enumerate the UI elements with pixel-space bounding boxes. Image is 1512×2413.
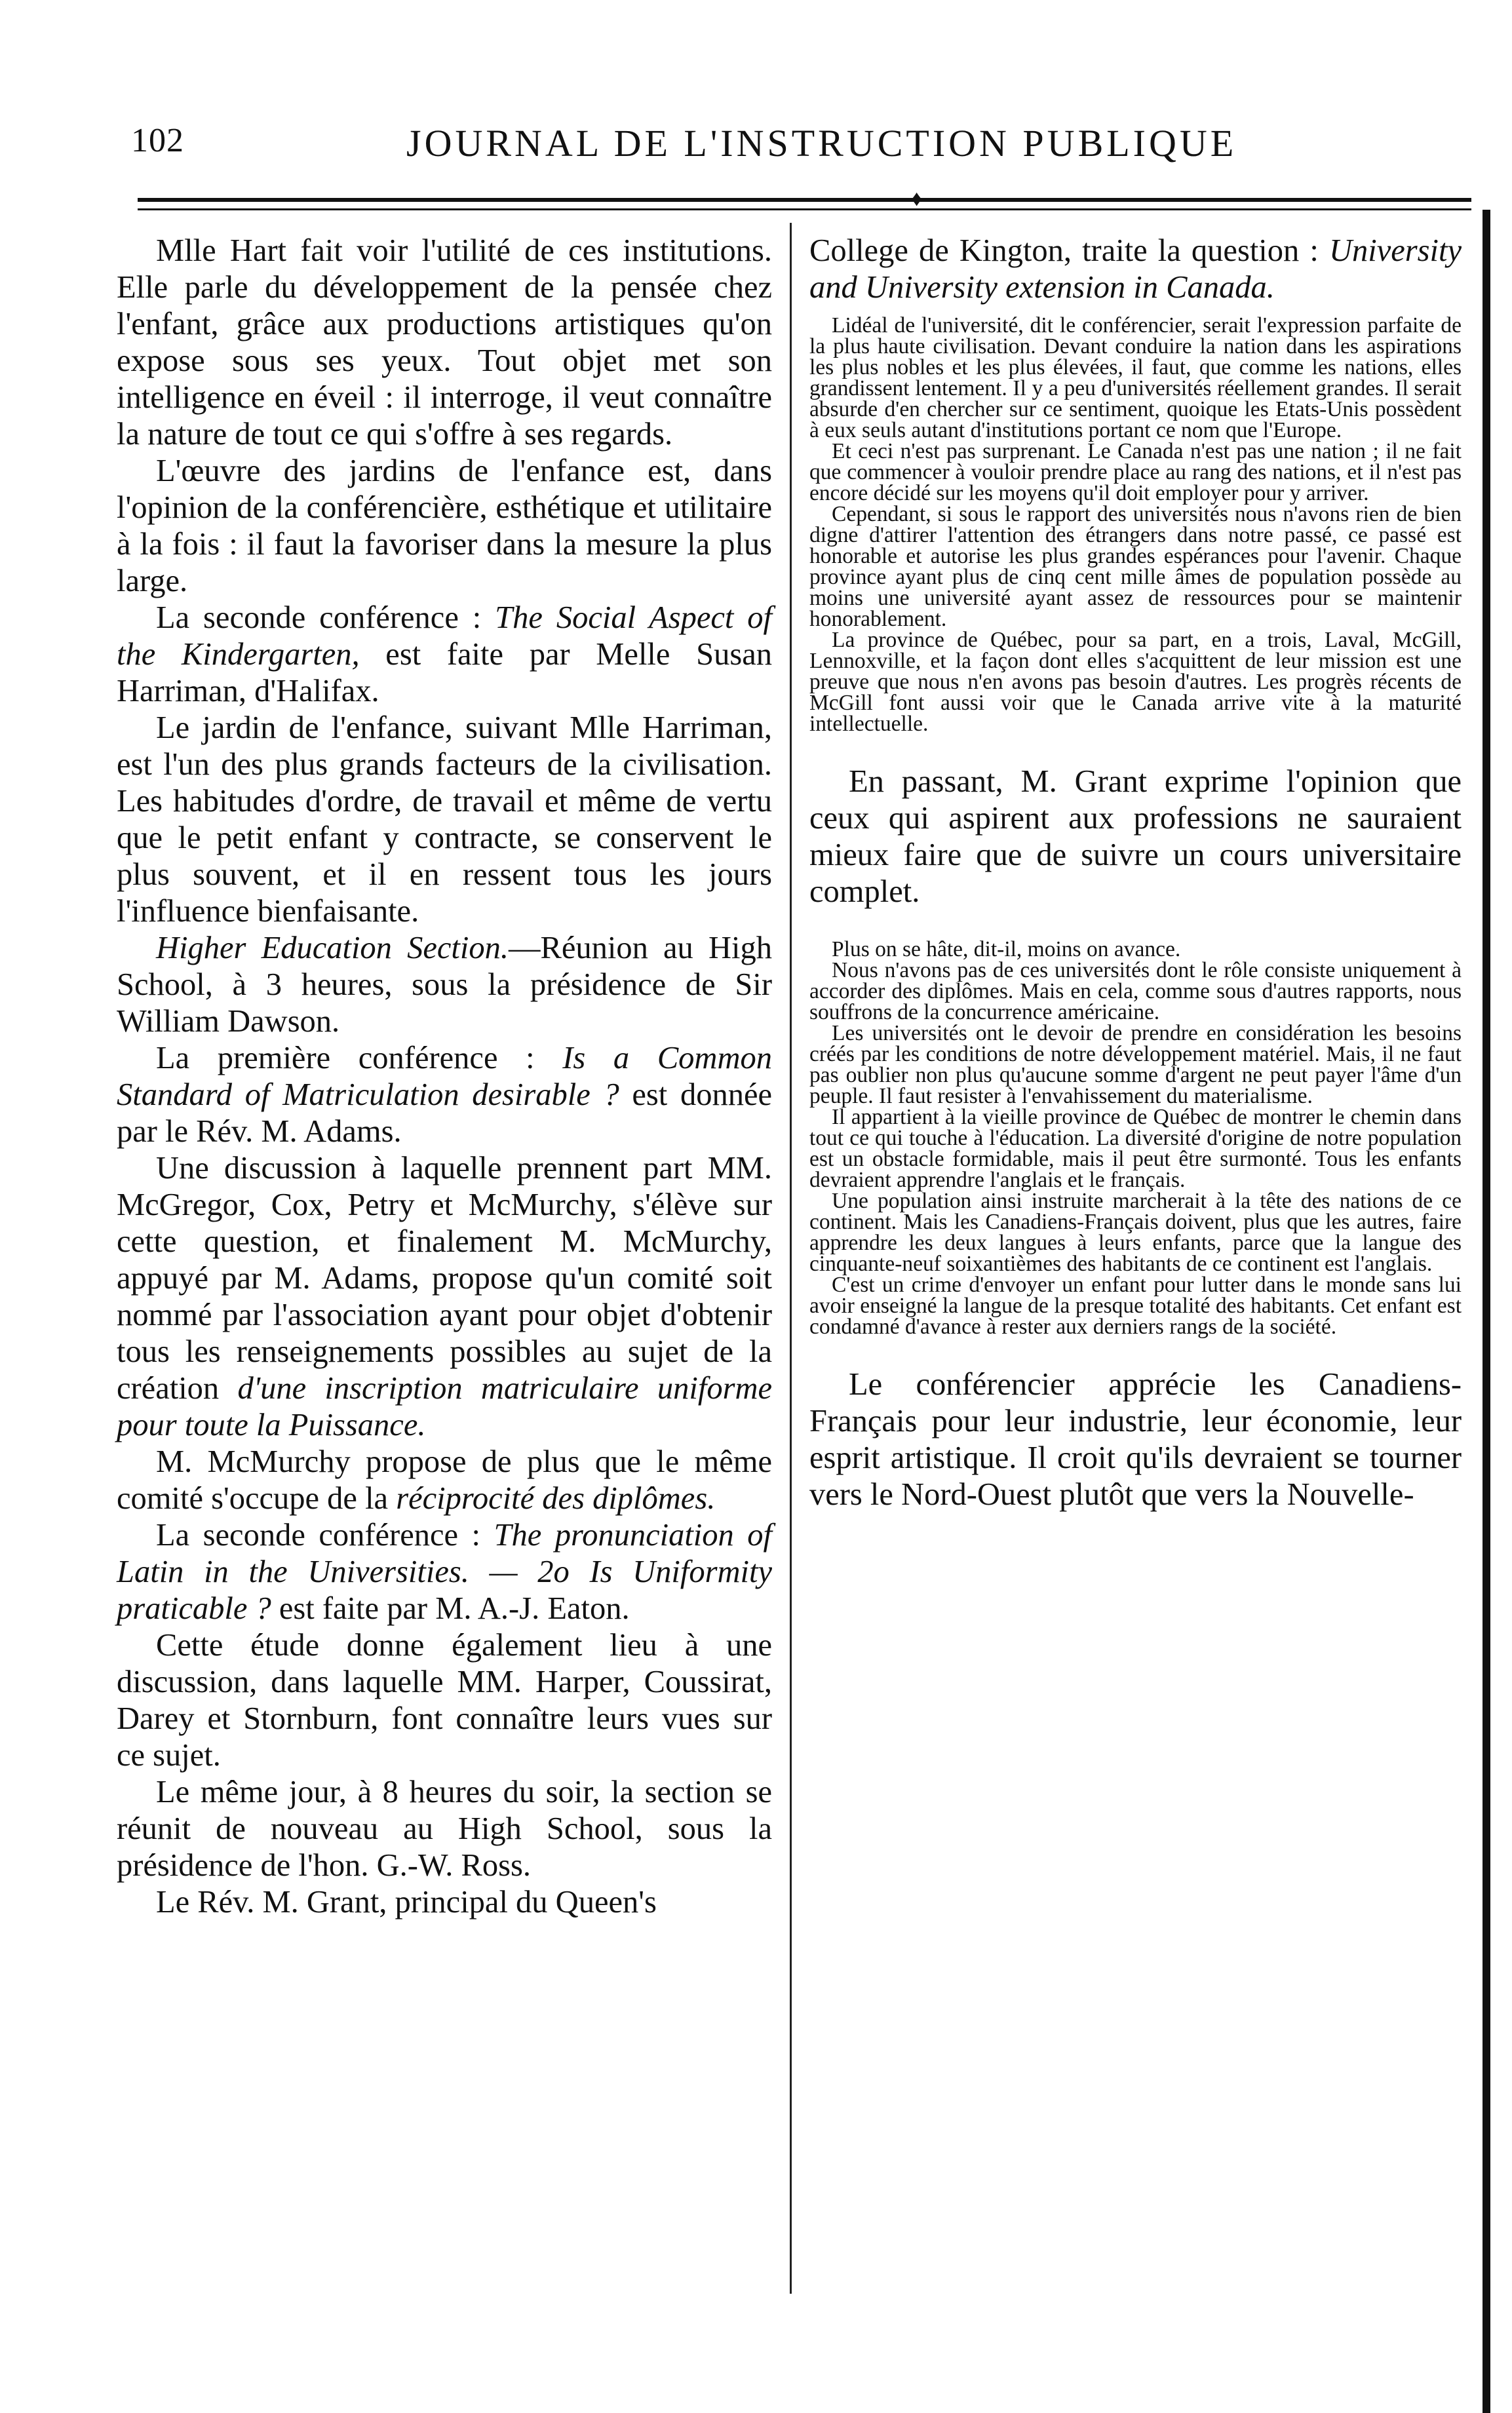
quoted-speech-block	[809, 939, 1462, 1338]
paragraph: La première conférence : Is a Common Standard of Matriculation desirable ? est donnée par le Rév. M. Adams.	[117, 1041, 773, 1149]
quote-paragraph: C'est un crime d'envoyer un enfant pour lutter dans le monde sans lui avoir enseigné la langue de la presque totalité des habitants. Cet enfant est condamné d'avance à rester aux derniers rangs de la société.	[809, 1273, 1462, 1339]
paragraph: Le conférencier apprécie les Canadiens-Français pour leur industrie, leur économie, leur esprit artistique. Il croit qu'ils devraient se tourner vers le Nord-Ouest plutôt que vers la Nouvelle-	[809, 1367, 1462, 1512]
column-divider	[790, 223, 792, 2294]
section-heading-paragraph: Higher Education Section.—Réunion au High School, à 3 heures, sous la présidence de Sir William Dawson.	[117, 931, 772, 1039]
quote-paragraph: Nous n'avons pas de ces universités dont le rôle consiste uniquement à accorder des diplômes. Mais en cela, comme sous d'autres rapports, nous souffrons de la concurrence américaine.	[809, 958, 1462, 1024]
paragraph: L'œuvre des jardins de l'enfance est, dans l'opinion de la conférencière, esthétique et utilitaire à la fois : il faut la favoriser dans la mesure la plus large.	[117, 454, 772, 598]
paragraph: Cette étude donne également lieu à une discussion, dans laquelle MM. Harper, Coussirat, Darey et Stornburn, font connaître leurs vues sur ce sujet.	[117, 1628, 772, 1773]
ornament-drop-icon: ♦	[911, 187, 923, 211]
paragraph: Mlle Hart fait voir l'utilité de ces institutions. Elle parle du développement de la pensée chez l'enfant, grâce aux productions artistiques qu'on expose sous ses yeux. Tout objet met son intelligence en éveil : il interroge, il veut connaître la nature de tout ce qui s'offre à ses regards.	[117, 233, 772, 452]
paragraph: College de Kington, traite la question : University and University extension in Canada.	[809, 233, 1462, 305]
paragraph: Le même jour, à 8 heures du soir, la section se réunit de nouveau au High School, sous la présidence de l'hon. G.-W. Ross.	[117, 1775, 772, 1883]
right-column	[809, 233, 1462, 1513]
page-edge-border	[1483, 210, 1490, 2413]
page-number: 102	[131, 122, 184, 159]
paragraph: En passant, M. Grant exprime l'opinion que ceux qui aspirent aux professions ne sauraient mieux faire que de suivre un cours universitaire complet.	[809, 764, 1462, 909]
quote-paragraph: Plus on se hâte, dit-il, moins on avance.	[832, 937, 1181, 961]
quote-paragraph: Et ceci n'est pas surprenant. Le Canada n'est pas une nation ; il ne fait que commencer à vouloir prendre place au rang des nations, et il n'est pas encore décidé sur les moyens qu'il doit employer pour y arriver.	[809, 439, 1462, 505]
paragraph: La seconde conférence : The Social Aspect of the Kindergarten, est faite par Melle Susan Harriman, d'Halifax.	[117, 600, 772, 708]
quote-paragraph: Cependant, si sous le rapport des universités nous n'avons rien de bien digne d'attirer l'attention des étrangers dans notre passé, ce passé est honorable et autorise les plus grandes espérances pour l'avenir. Chaque province ayant plus de cinq cent mille âmes de population possède au moins une université ayant assez de ressources pour se maintenir honorablement.	[809, 502, 1462, 631]
left-column	[117, 233, 772, 1921]
quote-paragraph: Une population ainsi instruite marcherait à la tête des nations de ce continent. Mais les Canadiens-Français doivent, plus que les autres, faire apprendre les deux langues à leurs enfants, parce que la langue des cinquante-neuf soixantièmes des habitants de ce continent est l'anglais.	[809, 1189, 1462, 1276]
quote-paragraph: Il appartient à la vieille province de Québec de montrer le chemin dans tout ce qui touche à l'éducation. La diversité d'origine de notre population est un obstacle formidable, mais il peut être surmonté. Tous les enfants devraient apprendre l'anglais et le français.	[809, 1105, 1462, 1192]
header-rule-thin	[138, 208, 1471, 210]
running-title: JOURNAL DE L'INSTRUCTION PUBLIQUE	[406, 122, 1237, 164]
quote-paragraph: Les universités ont le devoir de prendre en considération les besoins créés par les conditions de notre développement matériel. Mais, il ne faut pas oublier non plus qu'aucune somme d'argent ne peut payer l'âme d'un peuple. Il faut resister à l'envahissement du materialisme.	[809, 1021, 1462, 1108]
paragraph: M. McMurchy propose de plus que le même comité s'occupe de la réciprocité des diplômes.	[117, 1444, 772, 1516]
quote-paragraph: Lidéal de l'université, dit le conférencier, serait l'expression parfaite de la plus haute civilisation. Devant conduire la nation dans les aspirations les plus nobles et les plus élevées, il faut, que comme les nations, elles grandissent lentement. Il y a peu d'universités réellement grandes. Il serait absurde d'en chercher sur ce sentiment, quoique les Etats-Unis possèdent à eux seuls autant d'institutions portant ce nom que l'Europe.	[809, 313, 1462, 442]
page-header	[131, 121, 1435, 193]
header-rule-thick	[138, 198, 1471, 202]
paragraph: Une discussion à laquelle prennent part MM. McGregor, Cox, Petry et McMurchy, s'élève sur cette question, et finalement M. McMurchy, appuyé par M. Adams, propose qu'un comité soit nommé par l'association ayant pour objet d'obtenir tous les renseignements possibles au sujet de la création d'une inscription matriculaire uniforme pour toute la Puissance.	[117, 1151, 772, 1442]
paragraph: Le Rév. M. Grant, principal du Queen's	[156, 1885, 657, 1920]
quoted-speech-block	[809, 315, 1462, 735]
quote-paragraph: La province de Québec, pour sa part, en a trois, Laval, McGill, Lennoxville, et la façon dont elles s'acquittent de leur mission est une preuve que nous n'en avons pas besoin d'autres. Les progrès récents de McGill font aussi voir que le Canada arrive vite à la maturité intellectuelle.	[809, 628, 1462, 736]
paragraph: La seconde conférence : The pronunciation of Latin in the Universities. — 2o Is Uniformity praticable ? est faite par M. A.-J. Eaton.	[117, 1518, 772, 1626]
paragraph: Le jardin de l'enfance, suivant Mlle Harriman, est l'un des plus grands facteurs de la civilisation. Les habitudes d'ordre, de travail et même de vertu que le petit enfant y contracte, se conservent le plus souvent, et il en ressent tous les jours l'influence bienfaisante.	[117, 710, 772, 929]
